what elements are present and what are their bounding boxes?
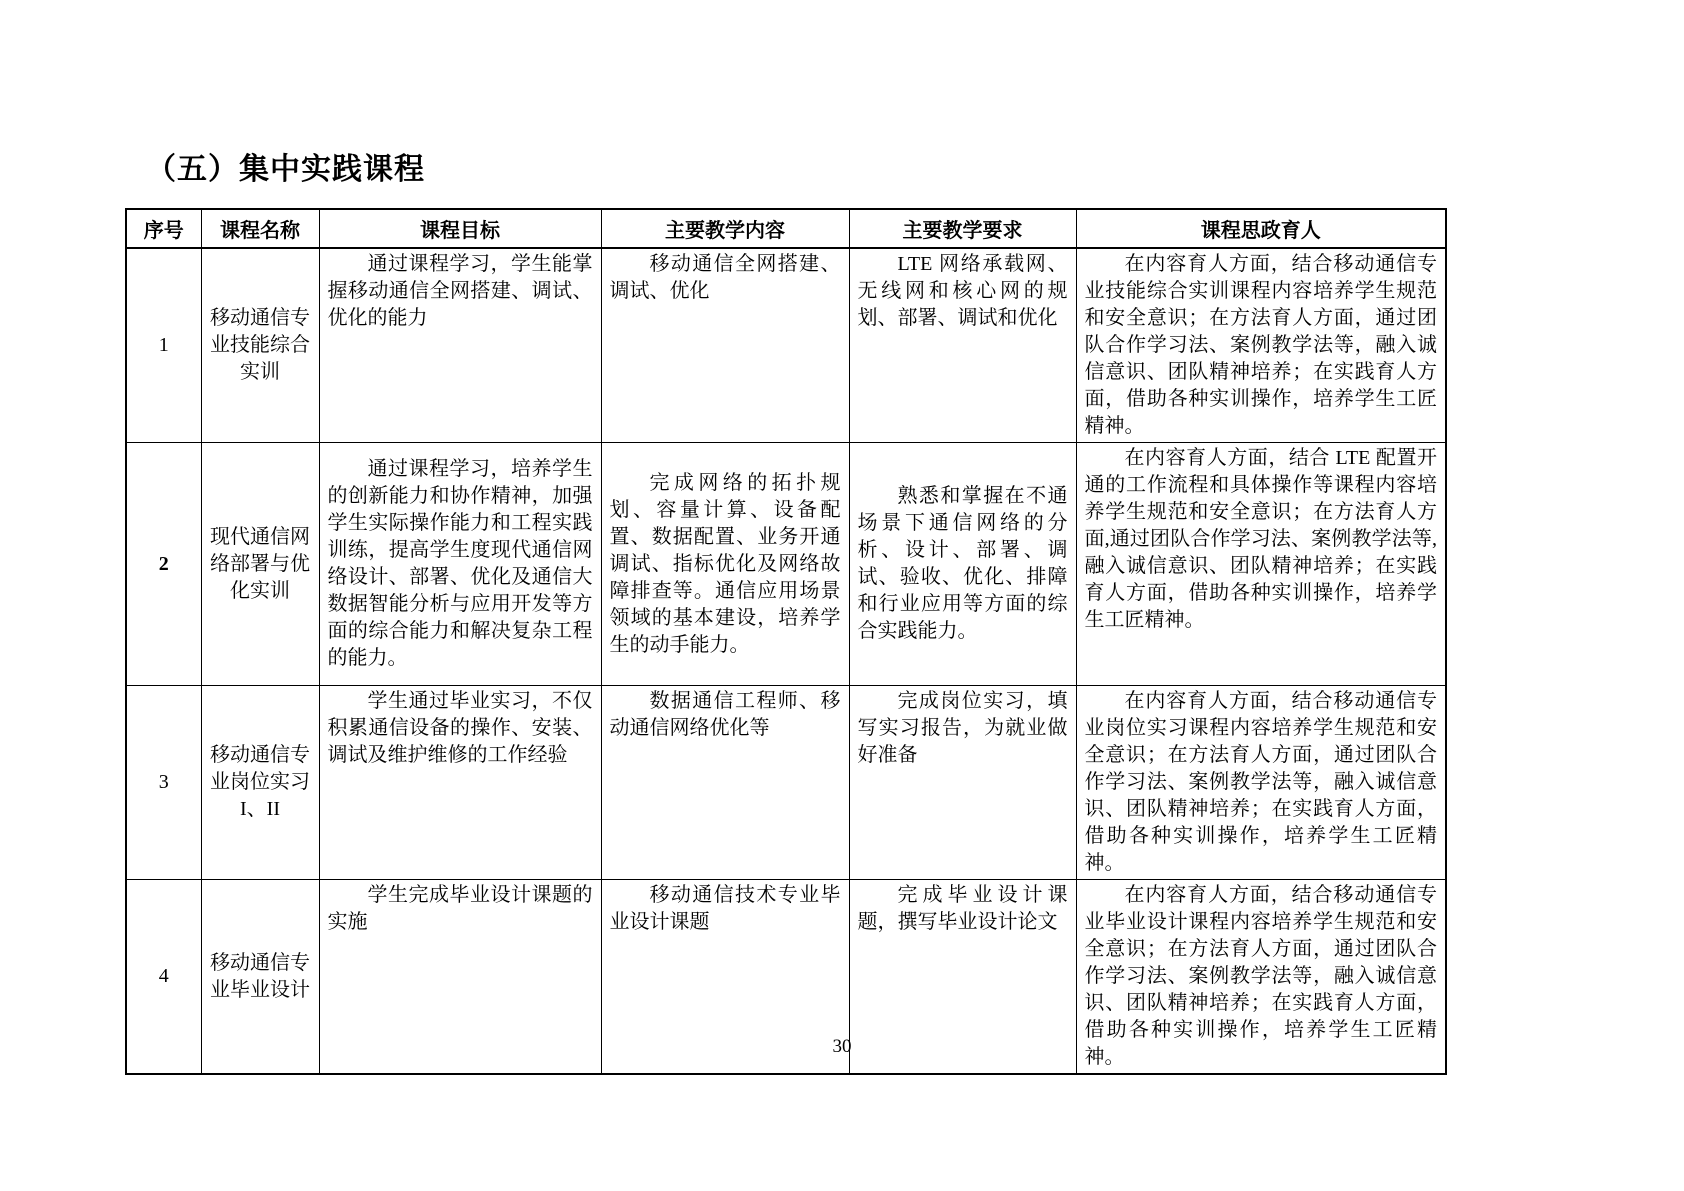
header-teaching-content: 主要教学内容	[601, 209, 849, 248]
cell-teaching-content: 数据通信工程师、移动通信网络优化等	[601, 686, 849, 880]
cell-course-name: 移动通信专业技能综合实训	[201, 248, 319, 443]
cell-no: 1	[126, 248, 201, 443]
cell-ideology: 在内容育人方面，结合移动通信专业岗位实习课程内容培养学生规范和安全意识；在方法育人方面，通过团队合作学习法、案例教学法等，融入诚信意识、团队精神培养；在实践育人方面，借助各种实训操作，培养学生工匠精神。	[1076, 686, 1446, 880]
table-row	[126, 686, 1446, 880]
table-header-row	[126, 209, 1446, 248]
cell-course-name: 移动通信专业岗位实习 I、II	[201, 686, 319, 880]
cell-teaching-requirement: 完成岗位实习，填写实习报告，为就业做好准备	[849, 686, 1076, 880]
cell-teaching-content: 完成网络的拓扑规划、容量计算、设备配置、数据配置、业务开通调试、指标优化及网络故障排查等。通信应用场景领域的基本建设，培养学生的动手能力。	[601, 443, 849, 686]
header-ideology: 课程思政育人	[1076, 209, 1446, 248]
cell-course-goal: 学生通过毕业实习，不仅积累通信设备的操作、安装、调试及维护维修的工作经验	[319, 686, 601, 880]
header-no: 序号	[126, 209, 201, 248]
section-title: （五）集中实践课程	[146, 153, 425, 186]
header-course-name: 课程名称	[201, 209, 319, 248]
page-number: 30	[832, 1036, 852, 1057]
cell-teaching-requirement: 完成毕业设计课题，撰写毕业设计论文	[849, 880, 1076, 1075]
practice-course-table	[125, 208, 1447, 1075]
header-teaching-requirement: 主要教学要求	[849, 209, 1076, 248]
cell-course-name: 现代通信网络部署与优化实训	[201, 443, 319, 686]
cell-teaching-content: 移动通信全网搭建、调试、优化	[601, 248, 849, 443]
cell-no: 2	[126, 443, 201, 686]
cell-teaching-content: 移动通信技术专业毕业设计课题	[601, 880, 849, 1075]
cell-course-name: 移动通信专业毕业设计	[201, 880, 319, 1075]
header-course-goal: 课程目标	[319, 209, 601, 248]
cell-no: 4	[126, 880, 201, 1075]
cell-ideology: 在内容育人方面，结合移动通信专业毕业设计课程内容培养学生规范和安全意识；在方法育人方面，通过团队合作学习法、案例教学法等，融入诚信意识、团队精神培养；在实践育人方面，借助各种实训操作，培养学生工匠精神。	[1076, 880, 1446, 1075]
cell-teaching-requirement: LTE 网络承载网、无线网和核心网的规划、部署、调试和优化	[849, 248, 1076, 443]
cell-course-goal: 通过课程学习，学生能掌握移动通信全网搭建、调试、优化的能力	[319, 248, 601, 443]
cell-teaching-requirement: 熟悉和掌握在不通场景下通信网络的分析、设计、部署、调试、验收、优化、排障和行业应用等方面的综合实践能力。	[849, 443, 1076, 686]
table-row	[126, 443, 1446, 686]
cell-no: 3	[126, 686, 201, 880]
cell-ideology: 在内容育人方面，结合 LTE 配置开通的工作流程和具体操作等课程内容培养学生规范和安全意识；在方法育人方面,通过团队合作学习法、案例教学法等,融入诚信意识、团队精神培养；在实践育人方面，借助各种实训操作，培养学生工匠精神。	[1076, 443, 1446, 686]
cell-ideology: 在内容育人方面，结合移动通信专业技能综合实训课程内容培养学生规范和安全意识；在方法育人方面，通过团队合作学习法、案例教学法等，融入诚信意识、团队精神培养；在实践育人方面，借助各种实训操作，培养学生工匠精神。	[1076, 248, 1446, 443]
table-row	[126, 248, 1446, 443]
cell-course-goal: 通过课程学习，培养学生的创新能力和协作精神，加强学生实际操作能力和工程实践训练，提高学生度现代通信网络设计、部署、优化及通信大数据智能分析与应用开发等方面的综合能力和解决复杂工程的能力。	[319, 443, 601, 686]
cell-course-goal: 学生完成毕业设计课题的实施	[319, 880, 601, 1075]
